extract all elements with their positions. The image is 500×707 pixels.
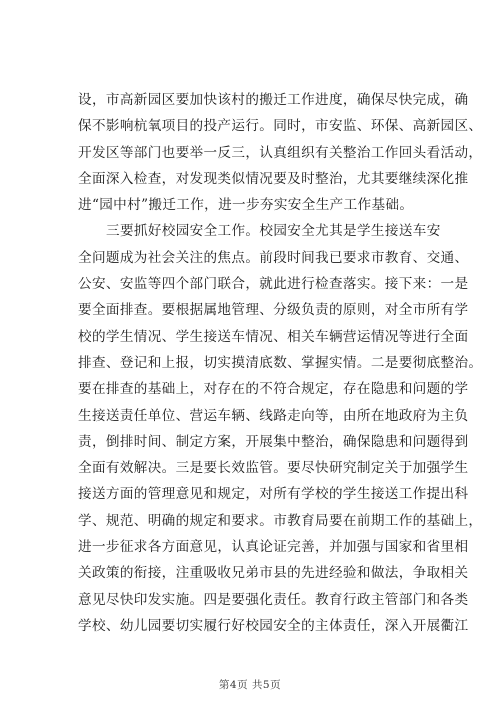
text-line: 设，市高新园区要加快该村的搬迁工作进度，确保尽快完成，确	[78, 92, 469, 108]
text-line: 进一步征求各方面意见，认真论证完善，并加强与国家和省里相	[78, 539, 469, 556]
text-line: 公安、安监等四个部门联合，就此进行检查落实。接下来：一是	[78, 276, 469, 293]
text-line: 接送方面的管理意见和规定，对所有学校的学生接送工作提出科	[78, 486, 469, 503]
text-line: 学校、幼儿园要切实履行好校园安全的主体责任，深入开展衢江	[78, 617, 469, 634]
text-line: 责，倒排时间、制定方案，开展集中整治，确保隐患和问题得到	[78, 433, 469, 450]
text-line: 学、规范、明确的规定和要求。市教育局要在前期工作的基础上，	[78, 512, 483, 529]
text-line: 保不影响杭氧项目的投产运行。同时，市安监、环保、高新园区、	[78, 118, 483, 135]
text-line: 关政策的衔接，注重吸收兄弟市县的先进经验和做法，争取相关	[78, 565, 469, 582]
text-line: 要在排查的基础上，对存在的不符合规定，存在隐患和问题的学	[78, 381, 469, 398]
text-line: 全面有效解决。三是要长效监管。要尽快研究制定关于加强学生	[78, 460, 469, 477]
text-line: 排查、登记和上报，切实摸清底数、掌握实情。二是要彻底整治。	[78, 354, 483, 371]
text-line: 生接送责任单位、营运车辆、线路走向等，由所在地政府为主负	[78, 407, 469, 424]
text-line: 校的学生情况、学生接送车情况、相关车辆营运情况等进行全面	[78, 328, 469, 345]
page-footer: 第4页 共5页	[218, 679, 282, 691]
text-line: 全面深入检查，对发现类似情况要及时整治，尤其要继续深化推	[78, 170, 469, 187]
text-line: 意见尽快印发实施。四是要强化责任。教育行政主管部门和各类	[78, 591, 469, 608]
body-text	[78, 87, 483, 639]
text-line: 进“园中村”搬迁工作，进一步夯实安全生产工作基础。	[78, 197, 414, 214]
text-line: 开发区等部门也要举一反三，认真组织有关整治工作回头看活动，	[78, 144, 483, 161]
text-line: 全问题成为社会关注的焦点。前段时间我已要求市教育、交通、	[78, 249, 469, 266]
text-line: 要全面排查。要根据属地管理、分级负责的原则，对全市所有学	[78, 302, 469, 319]
text-line: 三要抓好校园安全工作。校园安全尤其是学生接送车安	[106, 223, 441, 240]
